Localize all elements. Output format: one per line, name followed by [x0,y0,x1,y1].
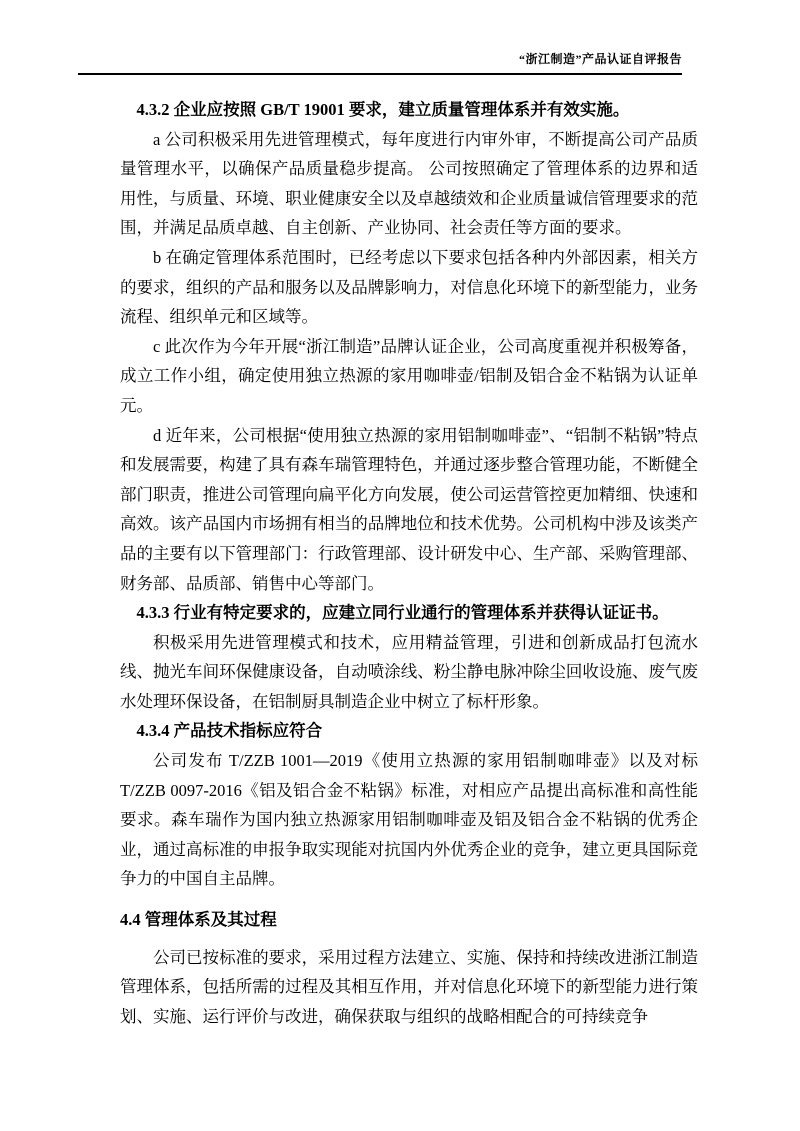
document-body [120,95,698,1031]
paragraph-item-c: c 此次作为今年开展“浙江制造”品牌认证企业，公司高度重视并积极筹备，成立工作小组，确定使用独立热源的家用咖啡壶/铝制及铝合金不粘锅为认证单元。 [120,336,698,415]
paragraph-4-3-3: 积极采用先进管理模式和技术，应用精益管理，引进和创新成品打包流水线、抛光车间环保健康设备，自动喷涂线、粉尘静电脉冲除尘回收设施、废气废水处理环保设备，在铝制厨具制造企业中树立了标杆形象。 [120,632,698,711]
heading-4-3-3: 4.3.3 行业有特定要求的，应建立同行业通行的管理体系并获得认证证书。 [136,603,669,623]
page-header-title: “浙江制造”产品认证自评报告 [518,52,682,66]
page-header [78,50,682,75]
paragraph-4-4: 公司已按标准的要求，采用过程方法建立、实施、保持和持续改进浙江制造管理体系，包括所需的过程及其相互作用，并对信息化环境下的新型能力进行策划、实施、运行评价与改进，确保获取与组织的战略相配合的可持续竞争 [120,947,698,1026]
paragraph-item-d: d 近年来，公司根据“使用独立热源的家用铝制咖啡壶”、“铝制不粘锅”特点和发展需要，构建了具有森车瑞管理特色，并通过逐步整合管理功能，不断健全部门职责，推进公司管理向扁平化方向发展，使公司运营管控更加精细、快速和高效。该产品国内市场拥有相当的品牌地位和技术优势。公司机构中涉及该类产品的主要有以下管理部门：行政管理部、设计研发中心、生产部、采购管理部、财务部、品质部、销售中心等部门。 [120,425,698,593]
paragraph-item-a: a 公司积极采用先进管理模式，每年度进行内审外审，不断提高公司产品质量管理水平，以确保产品质量稳步提高。 公司按照确定了管理体系的边界和适用性，与质量、环境、职业健康安全以及卓越绩效和企业质量诚信管理要求的范围，并满足品质卓越、自主创新、产业协同、社会责任等方面的要求。 [120,129,698,238]
paragraph-item-b: b 在确定管理体系范围时，已经考虑以下要求包括各种内外部因素，相关方的要求，组织的产品和服务以及品牌影响力，对信息化环境下的新型能力，业务流程、组织单元和区域等。 [120,247,698,327]
heading-4-3-4: 4.3.4 产品技术指标应符合 [136,721,323,741]
paragraph-4-3-4: 公司发布 T/ZZB 1001—2019《使用立热源的家用铝制咖啡壶》以及对标 T/ZZB 0097-2016《铝及铝合金不粘锅》标准，对相应产品提出高标准和高性能要求。森车瑞作为国内独立热源家用铝制咖啡壶及铝及铝合金不粘锅的优秀企业，通过高标准的申报争取实现能对抗国内外优秀企业的竞争，建立更具国际竞争力的中国自主品牌。 [120,751,698,889]
heading-4-4: 4.4 管理体系及其过程 [120,910,277,930]
heading-4-3-2: 4.3.2 企业应按照 GB/T 19001 要求，建立质量管理体系并有效实施。 [136,100,630,119]
